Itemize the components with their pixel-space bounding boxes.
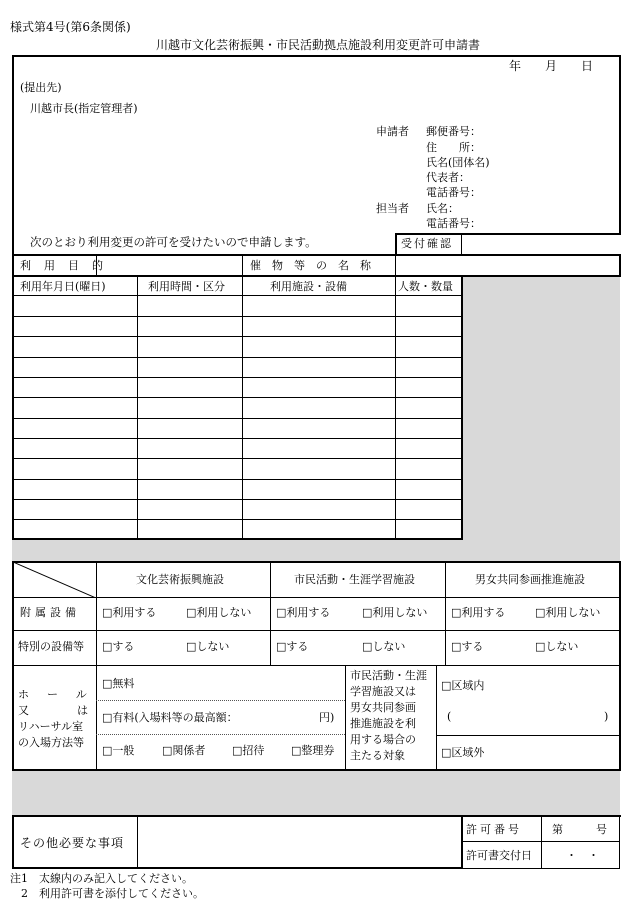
gender-equipment-not-use-checkbox[interactable]: □利用しない <box>535 606 601 619</box>
within-city-detail-field[interactable] <box>455 708 601 724</box>
column-date: 利用年月日(曜日) <box>20 280 106 293</box>
person-in-charge-name: 氏名： <box>426 202 459 215</box>
target-label-line2: 学習施設又は <box>350 685 416 698</box>
date-label: 年 月 日 <box>509 59 594 73</box>
culture-equipment-use-checkbox[interactable]: □利用する <box>102 606 157 619</box>
permit-date-label: 許可書交付日 <box>466 849 532 862</box>
shaded-area-right <box>462 276 620 538</box>
table-row[interactable] <box>14 500 460 518</box>
applicant-representative: 代表者： <box>426 171 470 184</box>
table-row[interactable] <box>14 439 460 457</box>
table-row[interactable] <box>14 419 460 437</box>
outside-city-checkbox[interactable]: □区域外 <box>441 746 485 759</box>
within-city-checkbox[interactable]: □区域内 <box>441 679 485 692</box>
table-row[interactable] <box>14 521 460 538</box>
event-name-field[interactable] <box>396 256 618 274</box>
other-matters-label: その他必要な事項 <box>20 836 125 850</box>
general-checkbox[interactable]: □一般 <box>102 744 135 757</box>
person-in-charge-label: 担当者 <box>376 202 409 215</box>
equipment-label-text: 附属設備 <box>20 606 80 619</box>
request-statement: 次のとおり利用変更の許可を受けたいので申請します。 <box>30 235 317 249</box>
within-city-paren-close: ) <box>604 710 609 723</box>
shaded-band-1 <box>12 538 620 562</box>
hall-label-line4: の入場方法等 <box>18 736 84 749</box>
hall-label-text-2: 又は <box>18 704 136 717</box>
reception-check-label: 受付確認 <box>401 237 453 250</box>
culture-equipment-not-use-checkbox[interactable]: □利用しない <box>186 606 252 619</box>
column-quantity: 人数・数量 <box>398 280 453 293</box>
permit-number-label: 許可番号 <box>466 823 522 836</box>
ticket-checkbox[interactable]: □整理券 <box>291 744 335 757</box>
table-row[interactable] <box>14 480 460 498</box>
target-label-line3: 男女共同参画 <box>350 701 416 714</box>
hall-label-text-1: ホール <box>18 688 105 701</box>
person-in-charge-phone: 電話番号： <box>426 217 481 230</box>
invite-checkbox[interactable]: □招待 <box>232 744 265 757</box>
facility-header-gender: 男女共同参画推進施設 <box>475 573 585 586</box>
note-2: 2 利用許可書を添付してください。 <box>10 887 204 900</box>
form-title: 川越市文化芸術振興・市民活動拠点施設利用変更許可申請書 <box>156 38 481 52</box>
civic-equipment-not-use-checkbox[interactable]: □利用しない <box>362 606 428 619</box>
other-matters-field[interactable] <box>139 818 459 865</box>
table-row[interactable] <box>14 358 460 376</box>
paid-yen-label: 円) <box>319 711 335 724</box>
hall-label-line3: リハーサル室 <box>18 720 84 733</box>
permit-date-value: ・ ・ <box>566 849 599 862</box>
submit-to-label: (提出先) <box>20 81 62 94</box>
target-label-line4: 推進施設を利 <box>350 717 416 730</box>
related-checkbox[interactable]: □関係者 <box>162 744 206 757</box>
target-label-line6: 主たる対象 <box>350 749 405 762</box>
table-row[interactable] <box>14 399 460 417</box>
civic-special-do-checkbox[interactable]: □する <box>276 640 309 653</box>
gender-special-not-do-checkbox[interactable]: □しない <box>535 640 579 653</box>
table-row[interactable] <box>14 317 460 335</box>
within-city-paren-open: ( <box>447 710 452 723</box>
applicant-address: 住 所： <box>426 141 481 154</box>
table-row[interactable] <box>14 297 460 315</box>
special-row-label: 特別の設備等 <box>18 640 84 653</box>
table-row[interactable] <box>14 378 460 396</box>
gender-special-do-checkbox[interactable]: □する <box>451 640 484 653</box>
applicant-label: 申請者 <box>376 125 409 138</box>
free-checkbox[interactable]: □無料 <box>102 677 135 690</box>
target-label-line1: 市民活動・生涯 <box>350 669 427 682</box>
equipment-row-label <box>20 607 90 618</box>
form-number: 様式第4号(第6条関係) <box>10 20 131 34</box>
permit-number-value: 第 号 <box>552 823 607 836</box>
reception-check-field[interactable] <box>462 235 619 253</box>
facility-header-culture: 文化芸術振興施設 <box>136 573 224 586</box>
applicant-postal-code: 郵便番号： <box>426 125 481 138</box>
event-name-label: 催 物 等 の 名 称 <box>250 259 371 272</box>
culture-special-not-do-checkbox[interactable]: □しない <box>186 640 230 653</box>
applicant-phone: 電話番号： <box>426 186 481 199</box>
purpose-label: 利 用 目 的 <box>20 259 104 272</box>
diagonal-line <box>13 562 96 598</box>
recipient: 川越市長(指定管理者) <box>30 102 138 115</box>
column-facility: 利用施設・設備 <box>270 280 347 293</box>
table-row[interactable] <box>14 460 460 478</box>
applicant-name: 氏名(団体名) <box>426 156 490 169</box>
shaded-band-2 <box>12 770 620 816</box>
column-time: 利用時間・区分 <box>148 280 225 293</box>
civic-equipment-use-checkbox[interactable]: □利用する <box>276 606 331 619</box>
civic-special-not-do-checkbox[interactable]: □しない <box>362 640 406 653</box>
hall-label-line2 <box>18 704 136 717</box>
culture-special-do-checkbox[interactable]: □する <box>102 640 135 653</box>
facility-header-civic: 市民活動・生涯学習施設 <box>294 573 415 586</box>
table-row[interactable] <box>14 338 460 356</box>
paid-checkbox[interactable]: □有料(入場料等の最高額： <box>102 711 238 724</box>
hall-label-line1 <box>18 688 105 701</box>
note-1: 注1 太線内のみ記入してください。 <box>10 872 193 885</box>
target-label-line5: 用する場合の <box>350 733 416 746</box>
purpose-field[interactable] <box>97 256 241 274</box>
gender-equipment-use-checkbox[interactable]: □利用する <box>451 606 506 619</box>
